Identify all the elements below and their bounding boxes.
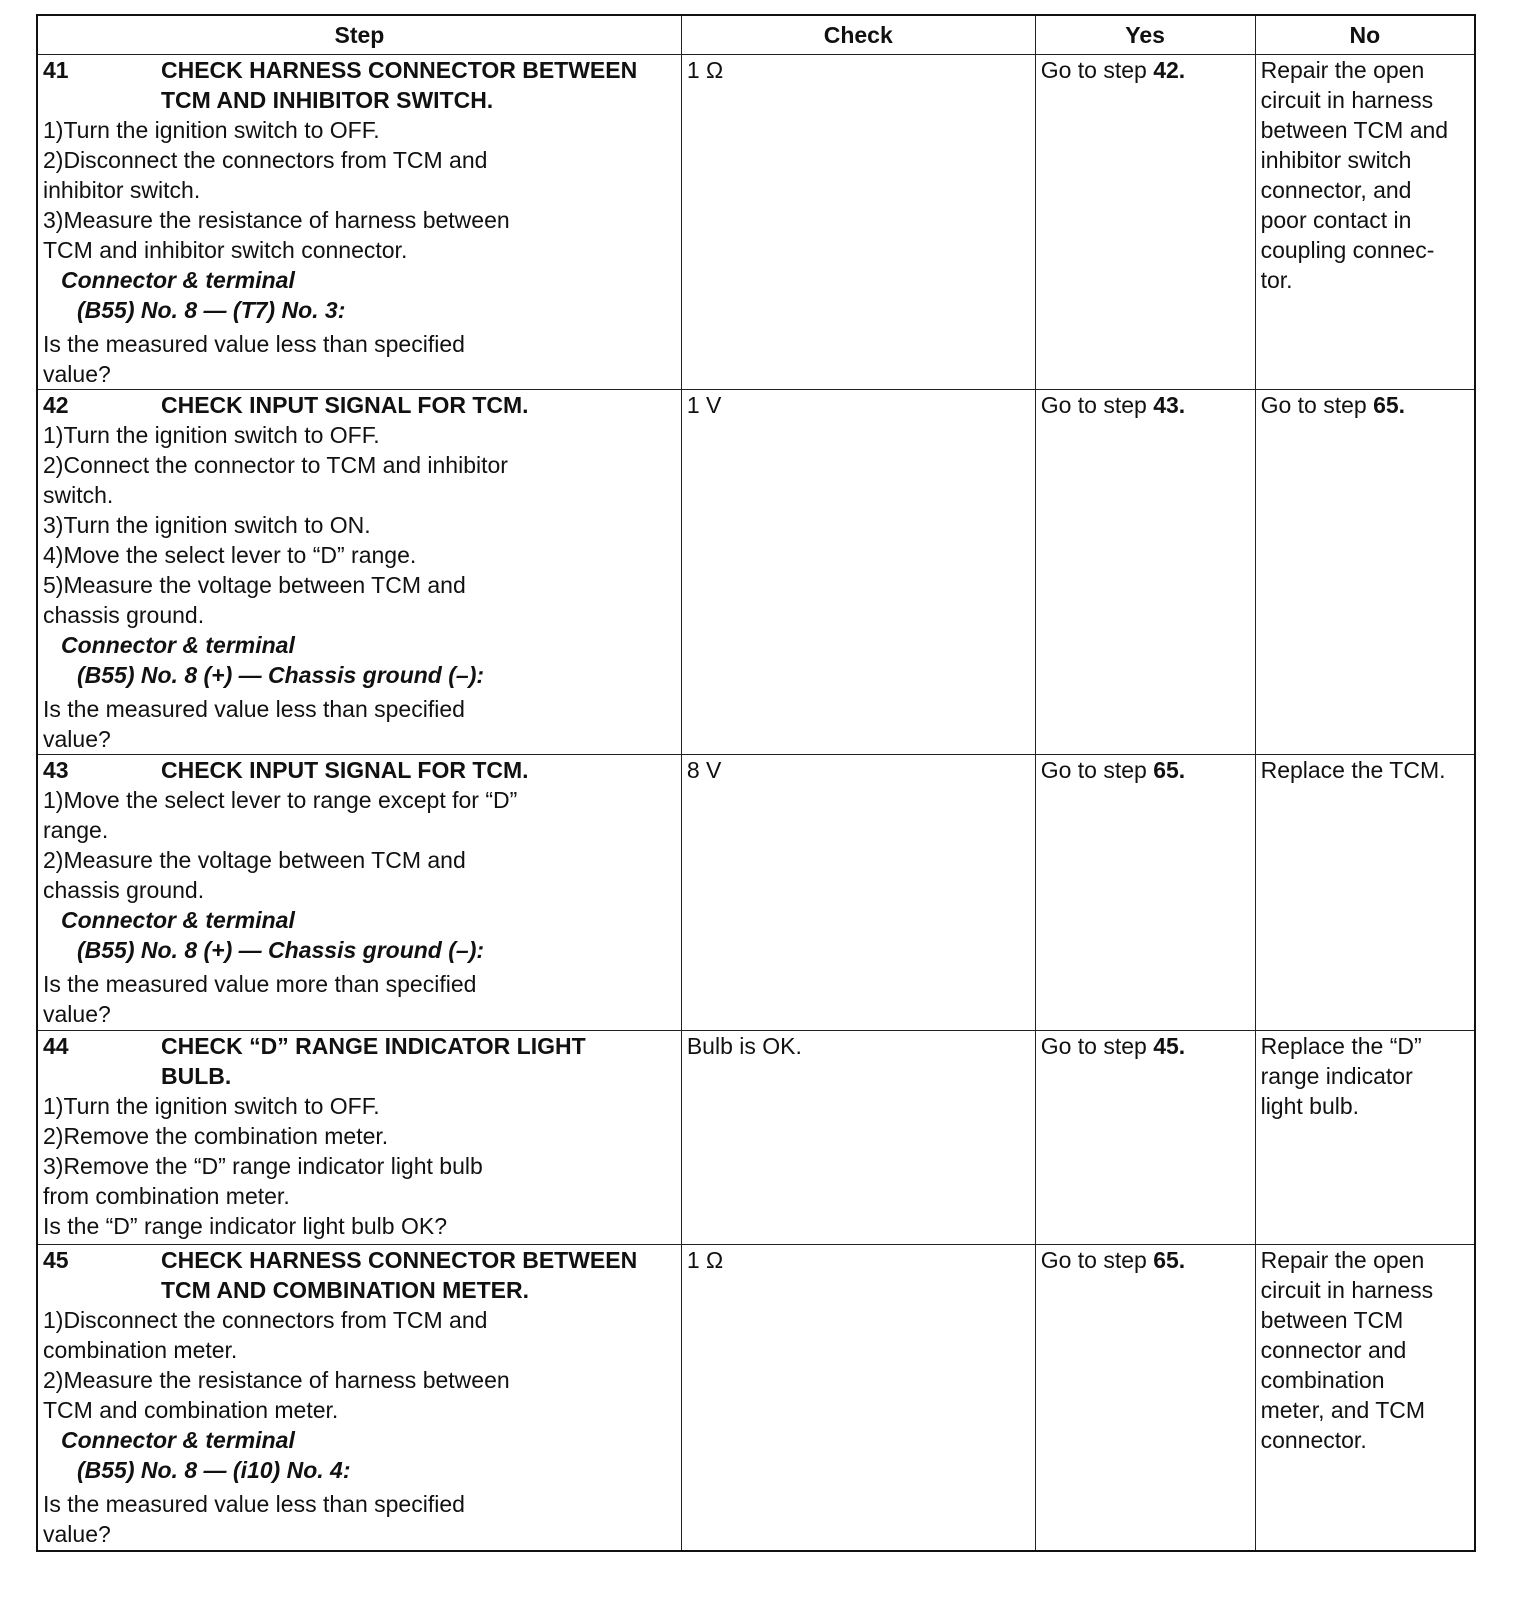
step-instruction: 3)Turn the ignition switch to ON. [43,512,371,538]
yes-text: Go to step [1040,57,1154,83]
connector-terminal-value: (B55) No. 8 — (T7) No. 3: [77,297,346,323]
no-text: Replace the TCM. [1260,757,1446,783]
yes-cell [1035,390,1255,755]
connector-terminal-label: Connector & terminal [61,907,295,933]
connector-terminal-label: Connector & terminal [61,1427,295,1453]
no-text: Go to step [1260,392,1374,418]
step-question: Is the measured value less than specified [43,331,465,357]
no-cell [1255,1245,1475,1551]
no-text: meter, and TCM [1260,1397,1426,1423]
step-instruction: combination meter. [43,1337,238,1363]
step-question: Is the “D” range indicator light bulb OK? [43,1213,447,1239]
step-question: value? [43,1001,111,1027]
no-text: poor contact in [1260,207,1412,233]
yes-step-ref: 65. [1153,757,1186,783]
step-instruction: 2)Disconnect the connectors from TCM and [43,147,488,173]
step-question: value? [43,361,111,387]
no-text: light bulb. [1260,1093,1360,1119]
table-row [37,755,1475,1031]
step-number: 44 [43,1033,69,1059]
step-cell [37,1245,681,1551]
step-number: 42 [43,392,69,418]
connector-terminal-value: (B55) No. 8 (+) — Chassis ground (–): [77,662,485,688]
table-row [37,390,1475,755]
connector-terminal-value: (B55) No. 8 (+) — Chassis ground (–): [77,937,485,963]
no-text: between TCM and [1260,117,1449,143]
table-row [37,55,1475,390]
no-text: Repair the open [1260,57,1425,83]
yes-step-ref: 43. [1153,392,1186,418]
step-cell [37,1031,681,1245]
step-question: Is the measured value less than specified [43,696,465,722]
no-text: Repair the open [1260,1247,1425,1273]
header-yes: Yes [1035,15,1255,55]
step-number: 45 [43,1247,69,1273]
no-cell [1255,55,1475,390]
no-cell [1255,1031,1475,1245]
step-instruction: 2)Measure the voltage between TCM and [43,847,466,873]
no-text: range indicator [1260,1063,1413,1089]
no-text: between TCM [1260,1307,1404,1333]
step-title: TCM AND INHIBITOR SWITCH. [161,87,494,113]
connector-terminal-label: Connector & terminal [61,267,295,293]
no-text: tor. [1260,267,1293,293]
step-instruction: chassis ground. [43,602,205,628]
connector-terminal-label: Connector & terminal [61,632,295,658]
table-row [37,1245,1475,1551]
no-text: Replace the “D” [1260,1033,1422,1059]
table-row [37,1031,1475,1245]
no-step-ref: 65. [1373,392,1406,418]
step-instruction: inhibitor switch. [43,177,201,203]
step-instruction: 1)Disconnect the connectors from TCM and [43,1307,488,1333]
step-cell [37,755,681,1031]
step-cell [37,55,681,390]
check-cell: 8 V [681,755,1035,1031]
step-title: CHECK “D” RANGE INDICATOR LIGHT [161,1033,586,1059]
check-cell: 1 Ω [681,1245,1035,1551]
step-question: value? [43,1521,111,1547]
step-instruction: range. [43,817,109,843]
check-cell: 1 V [681,390,1035,755]
step-instruction: chassis ground. [43,877,205,903]
connector-terminal-value: (B55) No. 8 — (i10) No. 4: [77,1457,351,1483]
step-instruction: 2)Measure the resistance of harness between [43,1367,510,1393]
step-instruction: TCM and inhibitor switch connector. [43,237,408,263]
step-number: 43 [43,757,69,783]
step-title: CHECK INPUT SIGNAL FOR TCM. [161,392,529,418]
step-instruction: 5)Measure the voltage between TCM and [43,572,466,598]
yes-step-ref: 45. [1153,1033,1186,1059]
yes-cell [1035,1031,1255,1245]
step-title: CHECK HARNESS CONNECTOR BETWEEN [161,1247,638,1273]
step-instruction: 1)Turn the ignition switch to OFF. [43,1093,380,1119]
no-cell [1255,755,1475,1031]
diagnosis-table [36,14,1476,1552]
step-instruction: 3)Remove the “D” range indicator light bulb [43,1153,483,1179]
no-text: coupling connec- [1260,237,1435,263]
no-text: circuit in harness [1260,1277,1434,1303]
step-title: TCM AND COMBINATION METER. [161,1277,529,1303]
step-instruction: 3)Measure the resistance of harness between [43,207,510,233]
step-instruction: TCM and combination meter. [43,1397,339,1423]
step-instruction: switch. [43,482,114,508]
check-cell: 1 Ω [681,55,1035,390]
yes-text: Go to step [1040,757,1154,783]
yes-text: Go to step [1040,1247,1154,1273]
yes-text: Go to step [1040,392,1154,418]
check-cell: Bulb is OK. [681,1031,1035,1245]
step-instruction: 1)Move the select lever to range except for “D” [43,787,518,813]
yes-step-ref: 65. [1153,1247,1186,1273]
header-check: Check [681,15,1035,55]
no-text: connector. [1260,1427,1367,1453]
no-text: inhibitor switch [1260,147,1412,173]
yes-cell [1035,1245,1255,1551]
step-instruction: 1)Turn the ignition switch to OFF. [43,422,380,448]
yes-cell [1035,755,1255,1031]
step-question: Is the measured value less than specified [43,1491,465,1517]
step-instruction: 4)Move the select lever to “D” range. [43,542,417,568]
step-instruction: 1)Turn the ignition switch to OFF. [43,117,380,143]
yes-text: Go to step [1040,1033,1154,1059]
step-instruction: 2)Connect the connector to TCM and inhibitor [43,452,508,478]
no-text: connector, and [1260,177,1412,203]
step-question: value? [43,726,111,752]
step-cell [37,390,681,755]
no-text: connector and [1260,1337,1407,1363]
header-step: Step [37,15,681,55]
no-text: combination [1260,1367,1385,1393]
step-title: CHECK HARNESS CONNECTOR BETWEEN [161,57,638,83]
yes-cell [1035,55,1255,390]
header-no: No [1255,15,1475,55]
no-text: circuit in harness [1260,87,1434,113]
yes-step-ref: 42. [1153,57,1186,83]
step-question: Is the measured value more than specified [43,971,477,997]
step-title: CHECK INPUT SIGNAL FOR TCM. [161,757,529,783]
step-number: 41 [43,57,69,83]
step-instruction: from combination meter. [43,1183,290,1209]
step-instruction: 2)Remove the combination meter. [43,1123,389,1149]
step-title: BULB. [161,1063,232,1089]
no-cell [1255,390,1475,755]
header-row [37,15,1475,55]
